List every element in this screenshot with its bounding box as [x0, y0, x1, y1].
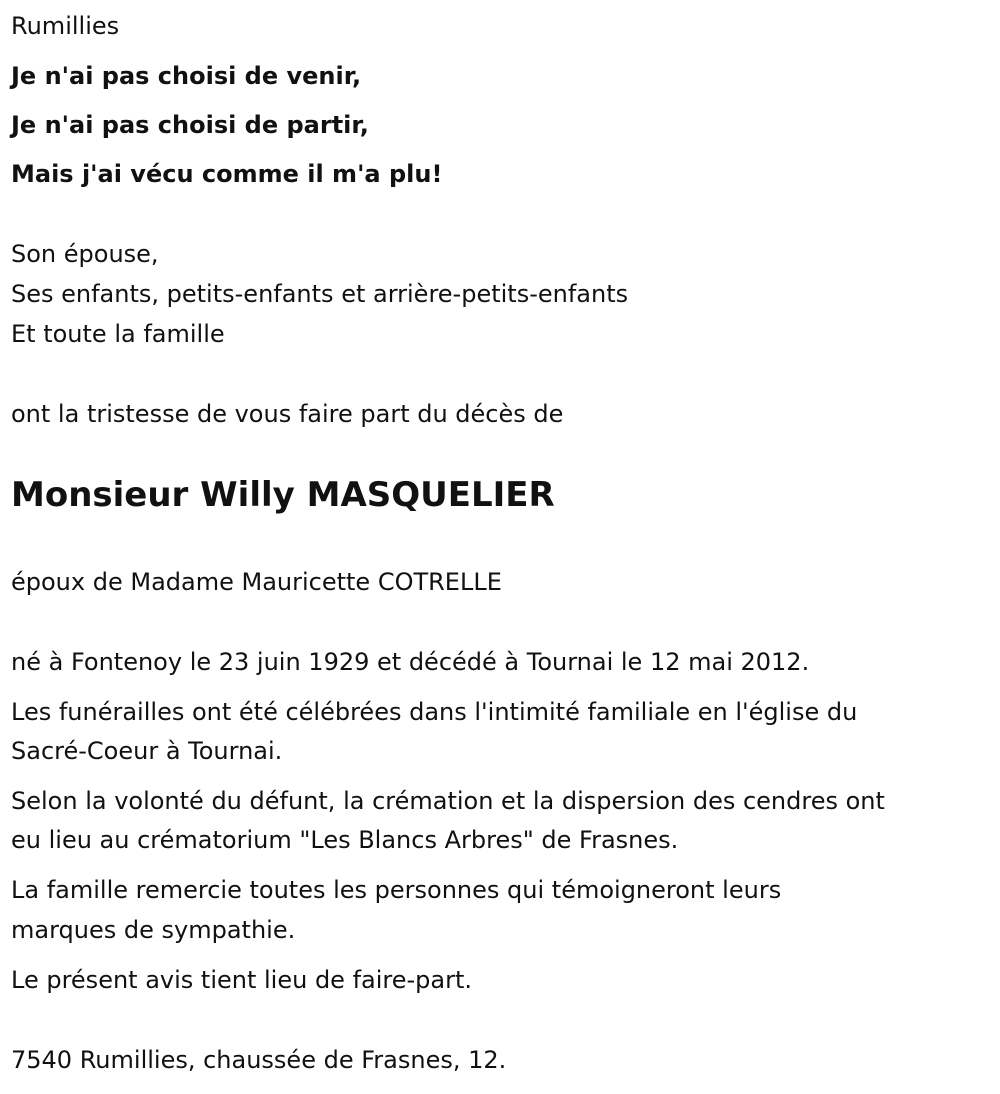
thanks-line: marques de sympathie.	[11, 916, 296, 944]
faire-part-text: Le présent avis tient lieu de faire-part.	[11, 966, 473, 994]
family-line: Ses enfants, petits-enfants et arrière-petits-enfants	[11, 280, 629, 308]
funeral-line: Sacré-Coeur à Tournai.	[11, 737, 283, 765]
announcement-text: ont la tristesse de vous faire part du décès de	[11, 400, 564, 428]
deceased-name: Monsieur Willy MASQUELIER	[11, 475, 555, 515]
family-line: Son épouse,	[11, 240, 159, 268]
poem-line: Je n'ai pas choisi de venir,	[11, 62, 362, 90]
address-text: 7540 Rumillies, chaussée de Frasnes, 12.	[11, 1046, 507, 1074]
place-name: Rumillies	[11, 12, 120, 40]
spouse-text: époux de Madame Mauricette COTRELLE	[11, 568, 502, 596]
family-line: Et toute la famille	[11, 320, 225, 348]
cremation-line: Selon la volonté du défunt, la crémation et la dispersion des cendres ont	[11, 787, 885, 815]
birth-death-text: né à Fontenoy le 23 juin 1929 et décédé à Tournai le 12 mai 2012.	[11, 648, 810, 676]
funeral-line: Les funérailles ont été célébrées dans l'intimité familiale en l'église du	[11, 698, 858, 726]
thanks-line: La famille remercie toutes les personnes qui témoigneront leurs	[11, 876, 782, 904]
poem-line: Mais j'ai vécu comme il m'a plu!	[11, 160, 443, 188]
cremation-line: eu lieu au crématorium "Les Blancs Arbres" de Frasnes.	[11, 826, 679, 854]
poem-line: Je n'ai pas choisi de partir,	[11, 111, 369, 139]
